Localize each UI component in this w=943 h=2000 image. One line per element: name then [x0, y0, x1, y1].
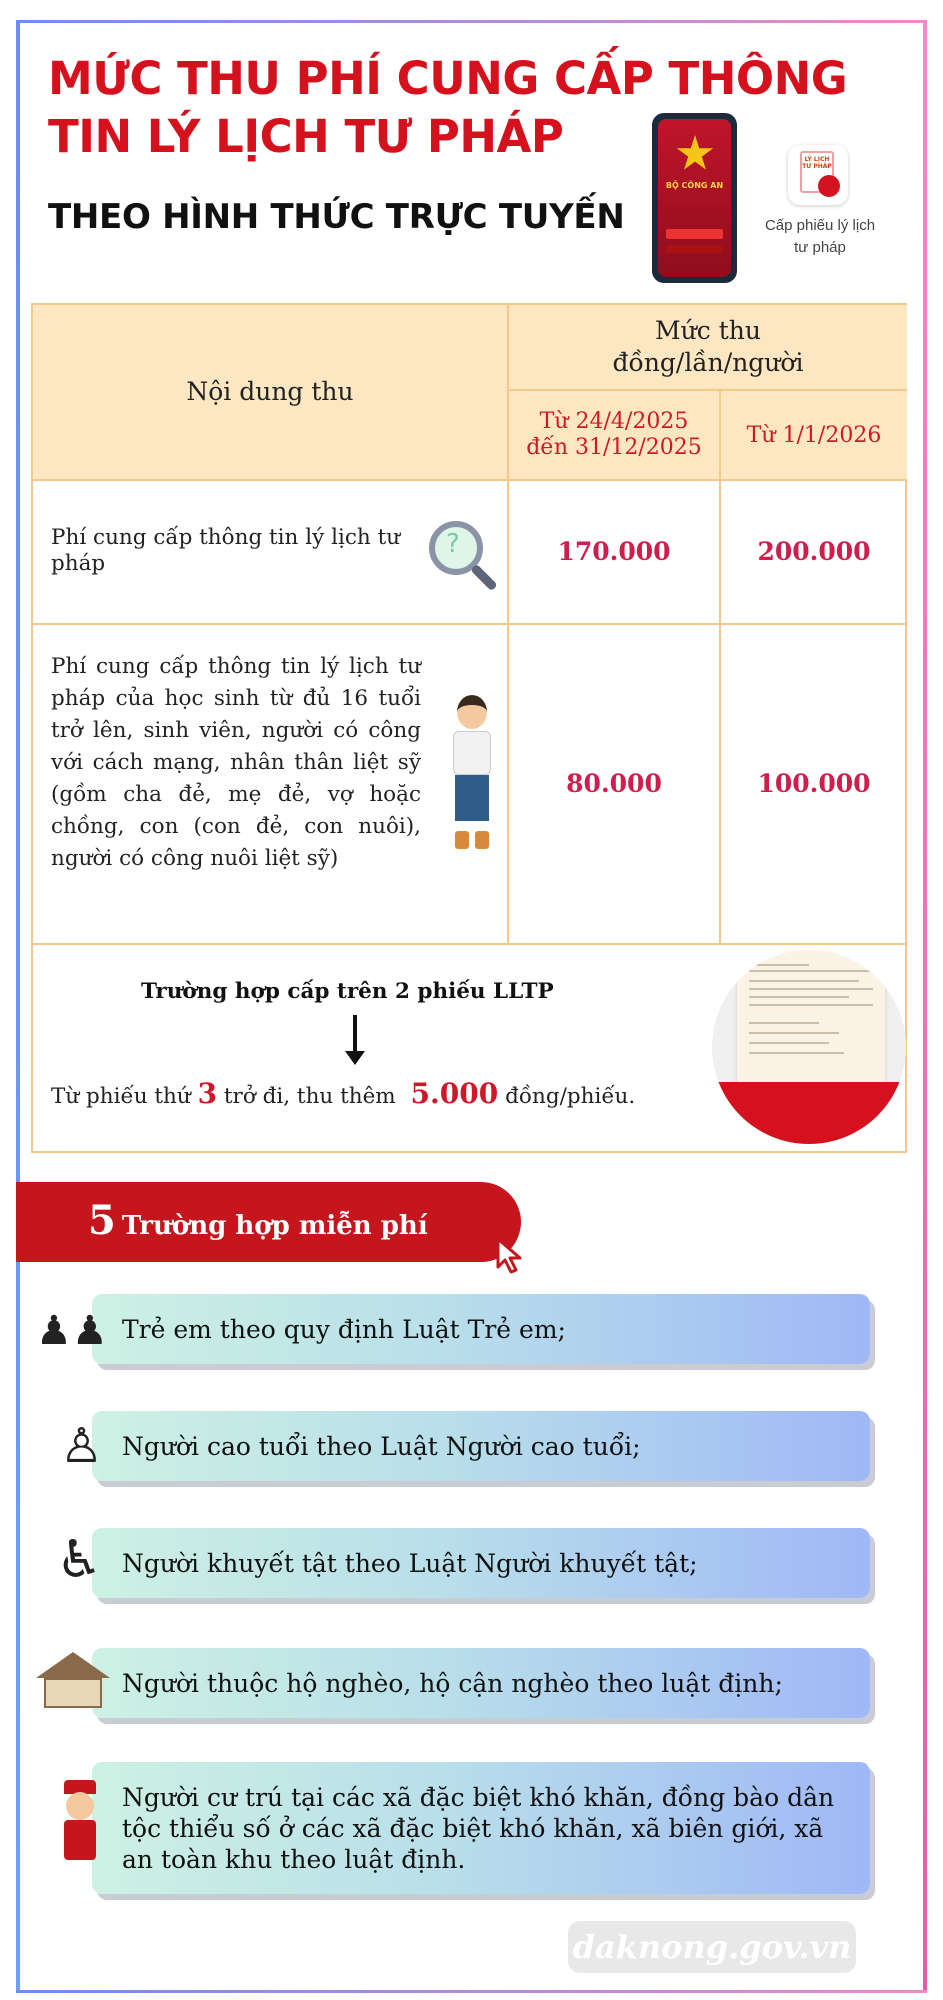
magnifier-icon: ? [429, 521, 483, 575]
free-cases-count: 5 [88, 1197, 116, 1244]
frame-bottom-border [16, 1990, 927, 1993]
row1-fee2: 200.000 [757, 537, 871, 566]
phone-illustration [652, 113, 737, 283]
free-item-children: Trẻ em theo quy định Luật Trẻ em; [92, 1294, 870, 1364]
cursor-icon [494, 1235, 528, 1275]
table-row [33, 625, 509, 945]
period1-cell [509, 391, 721, 481]
app-icon-text: LÝ LỊCH TƯ PHÁP [802, 156, 832, 170]
children-icon: ♟♟ [36, 1308, 108, 1354]
row1-content: Phí cung cấp thông tin lý lịch tư pháp [51, 525, 401, 576]
ethnic-child-icon [60, 1780, 100, 1870]
free-item-poor-household: Người thuộc hộ nghèo, hộ cận nghèo theo luật định; [92, 1648, 870, 1718]
period1-start: Từ 24/4/2025 [539, 409, 689, 434]
free-item-disabled: Người khuyết tật theo Luật Người khuyết tật; [92, 1528, 870, 1598]
elderly-icon: ♙ [60, 1418, 104, 1474]
extra-number: 3 [197, 1077, 218, 1110]
period2-cell [721, 391, 907, 481]
row2-fee2: 100.000 [757, 769, 871, 798]
period1-end: đến 31/12/2025 [526, 435, 702, 460]
house-icon [36, 1652, 110, 1708]
watermark: daknong.gov.vn [568, 1921, 856, 1973]
row2-content: Phí cung cấp thông tin lý lịch tư pháp của học sinh từ đủ 16 tuổi trở lên, sinh viên, người có công với cách mạng, nhân thân liệt sỹ (gồm cha đẻ, mẹ đẻ, vợ hoặc chồng, con (con đẻ, con nuôi), người có công nuôi liệt sỹ) [51, 654, 421, 871]
lltp-document-image [712, 950, 906, 1144]
frame-left-border [16, 20, 20, 1993]
header-content-cell [33, 305, 509, 481]
heart-icon [818, 175, 840, 197]
col-content-label: Nội dung thu [186, 377, 354, 406]
extra-line: Từ phiếu thứ 3 trở đi, thu thêm 5.000 đồng/phiếu. [51, 1077, 636, 1110]
arrow-down-icon [353, 1015, 357, 1055]
col-fee-unit: đồng/lần/người [612, 348, 804, 377]
frame-right-border [923, 20, 927, 1993]
col-fee-title: Mức thu [655, 316, 761, 345]
free-item-special-areas: Người cư trú tại các xã đặc biệt khó khăn, đồng bào dân tộc thiểu số ở các xã đặc biệt khó khăn, xã biên giới, xã an toàn khu theo luật định. [92, 1762, 870, 1894]
table-row [33, 481, 509, 625]
lltp-app-icon [788, 145, 848, 205]
page-subtitle: THEO HÌNH THỨC TRỰC TUYẾN [48, 197, 625, 237]
extra-amount: 5.000 [410, 1077, 499, 1110]
phone-label: BỘ CÔNG AN [665, 181, 724, 190]
row1-fee1: 170.000 [557, 537, 671, 566]
page-title: MỨC THU PHÍ CUNG CẤP THÔNG TIN LÝ LỊCH TƯ PHÁP [48, 52, 848, 163]
police-star-icon [676, 135, 714, 173]
period2-label: Từ 1/1/2026 [746, 423, 882, 448]
free-item-elderly: Người cao tuổi theo Luật Người cao tuổi; [92, 1411, 870, 1481]
row2-fee1: 80.000 [566, 769, 662, 798]
header-fee-cell [509, 305, 907, 391]
free-cases-title: Trường hợp miễn phí [121, 1211, 428, 1241]
wheelchair-icon: ♿ [56, 1530, 103, 1590]
frame-top-border [16, 20, 927, 23]
student-icon [449, 695, 495, 855]
extra-heading: Trường hợp cấp trên 2 phiếu LLTP [141, 979, 554, 1004]
app-label: Cấp phiếu lý lịch tư pháp [764, 217, 876, 256]
